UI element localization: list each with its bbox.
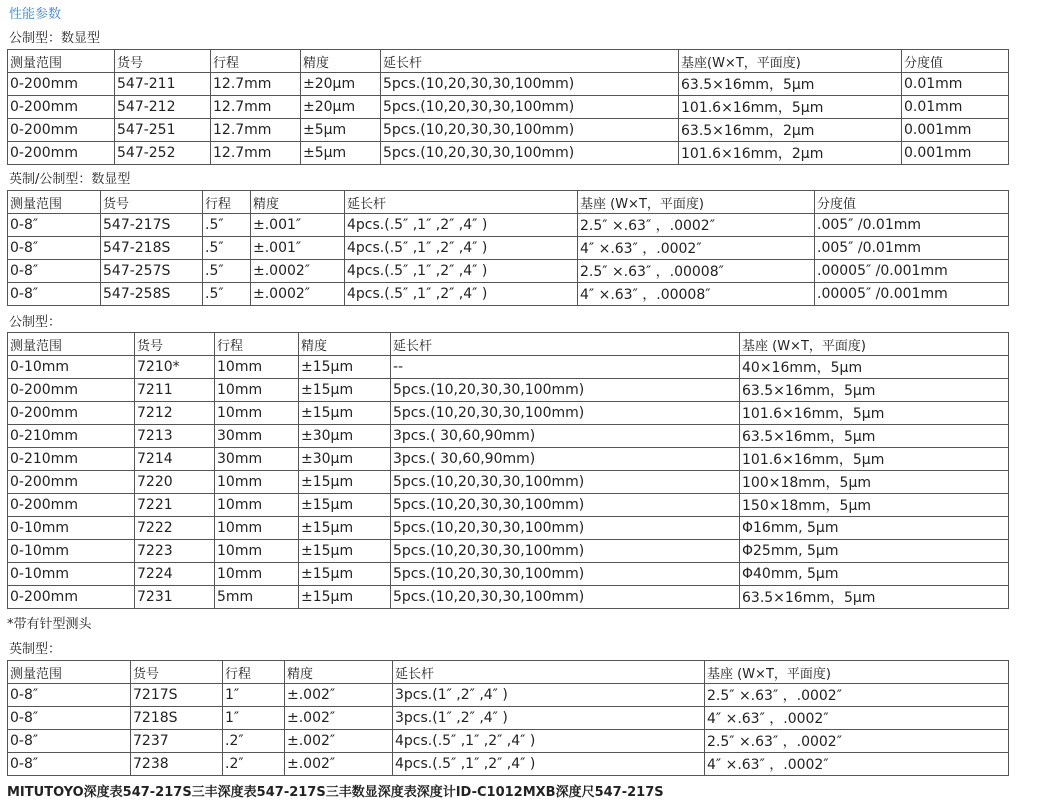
column-header: 行程 (223, 661, 285, 684)
table-cell: .005″ /0.01mm (815, 237, 1009, 260)
table-cell: 4pcs.(.5″ ,1″ ,2″ ,4″ ) (393, 753, 705, 776)
table-cell: ±15μm (299, 494, 391, 517)
table-cell: 7238 (131, 753, 223, 776)
table-cell: 5mm (215, 586, 299, 609)
table-cell: 40×16mm，5μm (740, 356, 1009, 379)
table-cell: 101.6×16mm，2μm (679, 142, 902, 165)
table-cell: ±15μm (299, 540, 391, 563)
table-cell: .5″ (203, 214, 251, 237)
table-cell: 0-200mm (8, 119, 115, 142)
table-cell: 0-8″ (8, 283, 101, 306)
table-cell: 10mm (215, 563, 299, 586)
table-cell: 4pcs.(.5″ ,1″ ,2″ ,4″ ) (345, 237, 578, 260)
table-cell: -- (391, 356, 740, 379)
table-cell: ±15μm (299, 356, 391, 379)
table-row (8, 563, 1009, 586)
table-row (8, 730, 1009, 753)
table-cell: .5″ (203, 260, 251, 283)
table-cell: ±20μm (301, 96, 381, 119)
column-header: 延长杆 (381, 50, 679, 73)
section-title-inch-metric-digital: 英制/公制型：数显型 (9, 172, 131, 187)
table-cell: .2″ (223, 753, 285, 776)
table-cell: 5pcs.(10,20,30,30,100mm) (391, 563, 740, 586)
table-row (8, 96, 1009, 119)
table-cell: 0.01mm (902, 73, 1009, 96)
table-cell: ±15μm (299, 402, 391, 425)
table-cell: ±.001″ (251, 237, 345, 260)
table-cell: Φ16mm, 5μm (740, 517, 1009, 540)
table-cell: 0-200mm (8, 142, 115, 165)
table-cell: .00005″ /0.001mm (815, 283, 1009, 306)
table-row (8, 260, 1009, 283)
table-cell: 63.5×16mm，5μm (740, 379, 1009, 402)
table-row (8, 356, 1009, 379)
table-cell: 10mm (215, 517, 299, 540)
table-cell: ±30μm (299, 425, 391, 448)
table-cell: 2.5″ ×.63″ ，.00008″ (578, 260, 815, 283)
table-cell: 547-252 (115, 142, 211, 165)
table-row (8, 283, 1009, 306)
table-cell: 7223 (135, 540, 215, 563)
table-cell: ±.002″ (285, 684, 393, 707)
table-row (8, 540, 1009, 563)
table-cell: 5pcs.(10,20,30,30,100mm) (391, 540, 740, 563)
table-cell: ±15μm (299, 586, 391, 609)
table-header-row (8, 333, 1009, 356)
table-cell: 7211 (135, 379, 215, 402)
table-cell: 7212 (135, 402, 215, 425)
spec-table-metric (7, 332, 1009, 609)
table-cell: ±.001″ (251, 214, 345, 237)
table-cell: 547-212 (115, 96, 211, 119)
bottom-title: MITUTOYO深度表547-217S三丰深度表547-217S三丰数显深度表深度计ID-C1012MXB深度尺547-217S (7, 785, 664, 800)
column-header: 货号 (135, 333, 215, 356)
table-cell: 0-8″ (8, 730, 131, 753)
table-cell: 2.5″ ×.63″ ，.0002″ (705, 684, 1009, 707)
table-row (8, 379, 1009, 402)
table-cell: Φ25mm, 5μm (740, 540, 1009, 563)
table-cell: Φ40mm, 5μm (740, 563, 1009, 586)
table-cell: .005″ /0.01mm (815, 214, 1009, 237)
table-cell: 7237 (131, 730, 223, 753)
table-cell: 12.7mm (211, 142, 301, 165)
table-cell: 547-258S (101, 283, 203, 306)
table-cell: ±15μm (299, 517, 391, 540)
table-cell: ±5μm (301, 119, 381, 142)
column-header: 基座 (W×T，平面度) (740, 333, 1009, 356)
table-cell: 3pcs.(1″ ,2″ ,4″ ) (393, 684, 705, 707)
spec-table-metric-digital (7, 49, 1009, 165)
table-cell: 4″ ×.63″ ，.0002″ (705, 753, 1009, 776)
table-cell: 547-257S (101, 260, 203, 283)
table-cell: 5pcs.(10,20,30,30,100mm) (381, 142, 679, 165)
column-header: 精度 (251, 191, 345, 214)
column-header: 延长杆 (391, 333, 740, 356)
table-cell: 12.7mm (211, 96, 301, 119)
table-cell: 0-8″ (8, 214, 101, 237)
table-cell: 547-251 (115, 119, 211, 142)
table-cell: 1″ (223, 707, 285, 730)
table-cell: 12.7mm (211, 119, 301, 142)
table-cell: 0-8″ (8, 753, 131, 776)
table-cell: .5″ (203, 237, 251, 260)
table-cell: 10mm (215, 471, 299, 494)
table-cell: 100×18mm，5μm (740, 471, 1009, 494)
column-header: 测量范围 (8, 50, 115, 73)
table-cell: 30mm (215, 425, 299, 448)
table-row (8, 214, 1009, 237)
table-cell: 4″ ×.63″ ，.0002″ (578, 237, 815, 260)
table-cell: 5pcs.(10,20,30,30,100mm) (391, 494, 740, 517)
table-cell: 4″ ×.63″ ，.00008″ (578, 283, 815, 306)
table-cell: 5pcs.(10,20,30,30,100mm) (391, 402, 740, 425)
column-header: 分度值 (815, 191, 1009, 214)
table-cell: 4pcs.(.5″ ,1″ ,2″ ,4″ ) (345, 283, 578, 306)
footnote: *带有针型测头 (7, 617, 92, 632)
table-row (8, 119, 1009, 142)
table-cell: 10mm (215, 402, 299, 425)
table-cell: .00005″ /0.001mm (815, 260, 1009, 283)
spec-table-inch-metric-digital (7, 190, 1009, 306)
table-row (8, 402, 1009, 425)
table-cell: 547-217S (101, 214, 203, 237)
table-header-row (8, 191, 1009, 214)
table-row (8, 494, 1009, 517)
table-cell: 63.5×16mm，5μm (679, 73, 902, 96)
table-cell: 30mm (215, 448, 299, 471)
table-cell: 3pcs.( 30,60,90mm) (391, 425, 740, 448)
table-cell: 5pcs.(10,20,30,30,100mm) (391, 471, 740, 494)
table-cell: 12.7mm (211, 73, 301, 96)
table-cell: ±.0002″ (251, 283, 345, 306)
table-cell: .5″ (203, 283, 251, 306)
table-cell: 10mm (215, 379, 299, 402)
table-cell: 63.5×16mm，2μm (679, 119, 902, 142)
table-cell: 7218S (131, 707, 223, 730)
table-cell: 7220 (135, 471, 215, 494)
column-header: 货号 (115, 50, 211, 73)
table-cell: 0-200mm (8, 471, 135, 494)
column-header: 精度 (299, 333, 391, 356)
table-cell: ±.0002″ (251, 260, 345, 283)
table-cell: 547-218S (101, 237, 203, 260)
table-cell: 63.5×16mm，5μm (740, 586, 1009, 609)
column-header: 货号 (101, 191, 203, 214)
page-title-link[interactable]: 性能参数 (9, 7, 62, 22)
column-header: 基座(W×T，平面度) (679, 50, 902, 73)
table-cell: ±20μm (301, 73, 381, 96)
table-cell: 5pcs.(10,20,30,30,100mm) (391, 586, 740, 609)
table-cell: 7221 (135, 494, 215, 517)
column-header: 行程 (215, 333, 299, 356)
table-row (8, 753, 1009, 776)
table-row (8, 448, 1009, 471)
table-cell: 3pcs.(1″ ,2″ ,4″ ) (393, 707, 705, 730)
table-cell: .2″ (223, 730, 285, 753)
section-title-metric-digital: 公制型：数显型 (9, 31, 101, 46)
column-header: 行程 (211, 50, 301, 73)
table-cell: 0.001mm (902, 119, 1009, 142)
table-cell: 101.6×16mm，5μm (740, 402, 1009, 425)
table-cell: 2.5″ ×.63″ ，.0002″ (705, 730, 1009, 753)
table-cell: 5pcs.(10,20,30,30,100mm) (391, 379, 740, 402)
table-cell: 2.5″ ×.63″ ，.0002″ (578, 214, 815, 237)
table-cell: 150×18mm，5μm (740, 494, 1009, 517)
table-cell: 0-200mm (8, 494, 135, 517)
table-row (8, 237, 1009, 260)
table-cell: 0-10mm (8, 356, 135, 379)
table-cell: 0-200mm (8, 379, 135, 402)
spec-table-inch (7, 660, 1009, 776)
column-header: 基座 (W×T，平面度) (705, 661, 1009, 684)
table-header-row (8, 50, 1009, 73)
column-header: 延长杆 (345, 191, 578, 214)
table-cell: ±.002″ (285, 707, 393, 730)
table-cell: ±5μm (301, 142, 381, 165)
table-cell: 5pcs.(10,20,30,30,100mm) (381, 119, 679, 142)
column-header: 精度 (301, 50, 381, 73)
table-row (8, 73, 1009, 96)
column-header: 行程 (203, 191, 251, 214)
column-header: 分度值 (902, 50, 1009, 73)
table-cell: 0-10mm (8, 540, 135, 563)
table-row (8, 425, 1009, 448)
table-cell: 7224 (135, 563, 215, 586)
column-header: 测量范围 (8, 333, 135, 356)
table-cell: 7214 (135, 448, 215, 471)
table-cell: ±15μm (299, 379, 391, 402)
table-row (8, 586, 1009, 609)
table-cell: 0-210mm (8, 448, 135, 471)
table-cell: ±30μm (299, 448, 391, 471)
table-cell: 0-200mm (8, 73, 115, 96)
table-cell: 4″ ×.63″ ，.0002″ (705, 707, 1009, 730)
table-cell: 0-8″ (8, 237, 101, 260)
column-header: 测量范围 (8, 191, 101, 214)
table-cell: 0.001mm (902, 142, 1009, 165)
table-row (8, 707, 1009, 730)
column-header: 基座 (W×T，平面度) (578, 191, 815, 214)
table-cell: 5pcs.(10,20,30,30,100mm) (381, 73, 679, 96)
table-cell: ±.002″ (285, 730, 393, 753)
table-cell: 0-8″ (8, 684, 131, 707)
column-header: 测量范围 (8, 661, 131, 684)
table-cell: 5pcs.(10,20,30,30,100mm) (391, 517, 740, 540)
table-cell: 101.6×16mm，5μm (740, 448, 1009, 471)
table-cell: 0.01mm (902, 96, 1009, 119)
table-cell: 3pcs.( 30,60,90mm) (391, 448, 740, 471)
table-cell: 7213 (135, 425, 215, 448)
column-header: 货号 (131, 661, 223, 684)
table-cell: 10mm (215, 494, 299, 517)
table-cell: 7210* (135, 356, 215, 379)
table-cell: 4pcs.(.5″ ,1″ ,2″ ,4″ ) (345, 260, 578, 283)
table-cell: 0-200mm (8, 402, 135, 425)
table-cell: 0-210mm (8, 425, 135, 448)
table-cell: ±15μm (299, 563, 391, 586)
table-cell: 7222 (135, 517, 215, 540)
table-row (8, 684, 1009, 707)
table-cell: 0-10mm (8, 563, 135, 586)
table-row (8, 142, 1009, 165)
table-cell: ±15μm (299, 471, 391, 494)
section-title-metric: 公制型： (9, 315, 62, 330)
table-cell: 7231 (135, 586, 215, 609)
table-cell: 0-10mm (8, 517, 135, 540)
table-cell: 7217S (131, 684, 223, 707)
section-title-inch: 英制型： (9, 642, 62, 657)
table-cell: 10mm (215, 356, 299, 379)
table-cell: 547-211 (115, 73, 211, 96)
column-header: 精度 (285, 661, 393, 684)
table-cell: 1″ (223, 684, 285, 707)
column-header: 延长杆 (393, 661, 705, 684)
table-cell: 101.6×16mm，5μm (679, 96, 902, 119)
table-cell: 63.5×16mm，5μm (740, 425, 1009, 448)
table-cell: 0-200mm (8, 96, 115, 119)
table-row (8, 517, 1009, 540)
table-cell: 0-8″ (8, 707, 131, 730)
table-cell: 0-8″ (8, 260, 101, 283)
table-cell: 0-200mm (8, 586, 135, 609)
table-cell: 10mm (215, 540, 299, 563)
table-header-row (8, 661, 1009, 684)
table-row (8, 471, 1009, 494)
table-cell: 4pcs.(.5″ ,1″ ,2″ ,4″ ) (345, 214, 578, 237)
table-cell: ±.002″ (285, 753, 393, 776)
table-cell: 5pcs.(10,20,30,30,100mm) (381, 96, 679, 119)
table-cell: 4pcs.(.5″ ,1″ ,2″ ,4″ ) (393, 730, 705, 753)
